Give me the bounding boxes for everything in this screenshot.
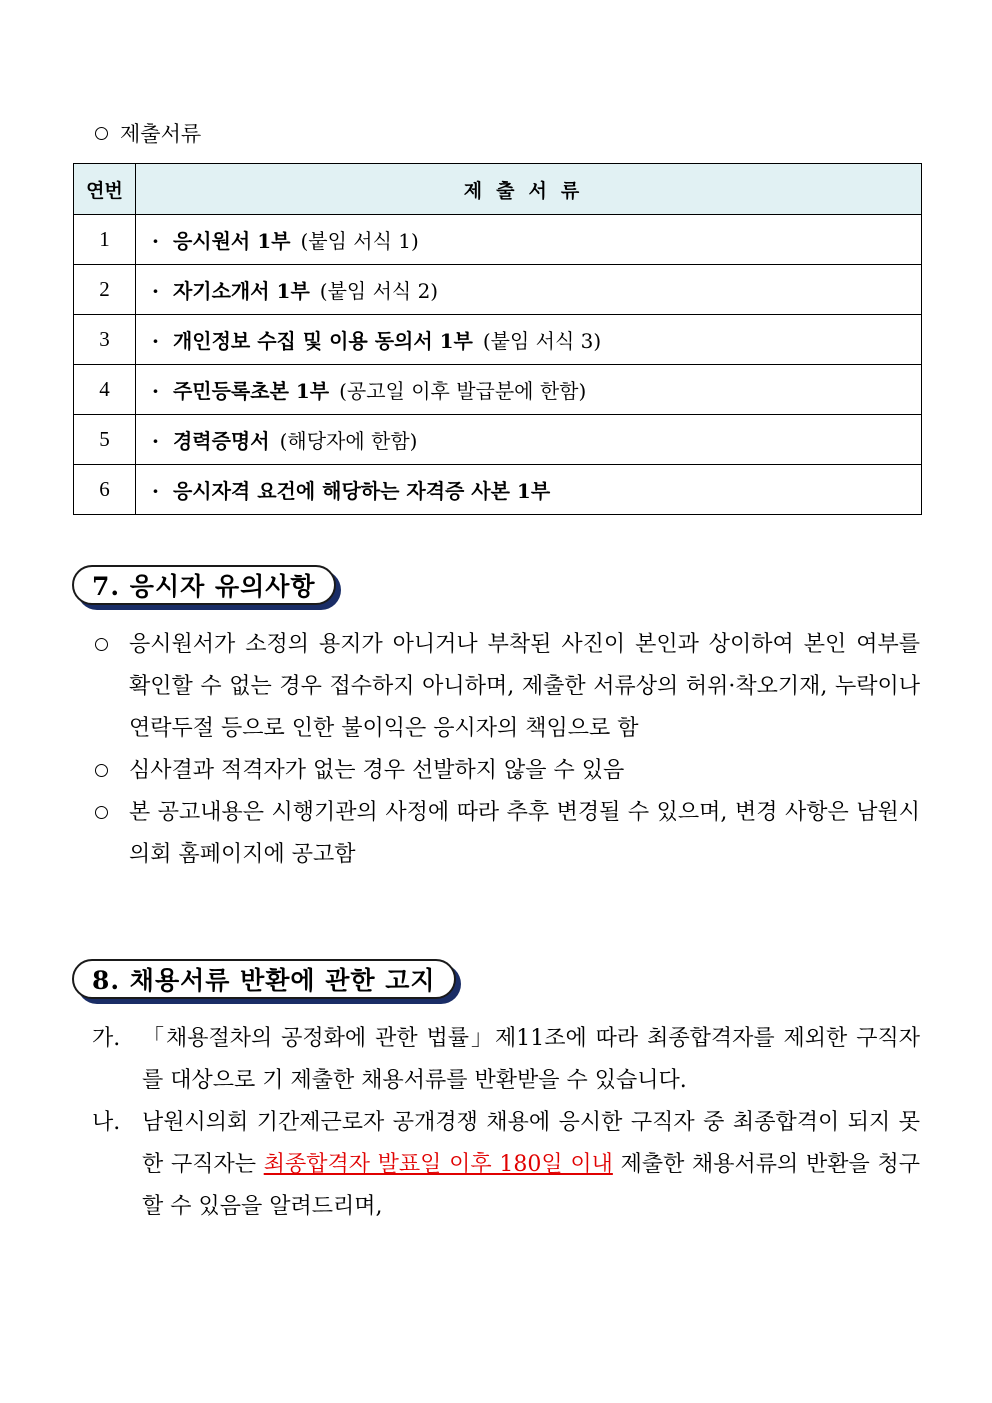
section8-list [92,1018,920,1228]
list-item-text: 응시원서가 소정의 용지가 아니거나 부착된 사진이 본인과 상이하여 본인 여부를 확인할 수 없는 경우 접수하지 아니하며, 제출한 서류상의 허위·착오기재, 누락이나 연락두절 등으로 인한 불이익은 응시자의 책임으로 함 [129,632,920,741]
table-row [74,415,922,465]
row-doc: · 주민등록초본 1부 (공고일 이후 발급분에 한함) [136,365,922,415]
doc-name: 응시원서 1부 [172,229,291,253]
list-item-text: 본 공고내용은 시행기관의 사정에 따라 추후 변경될 수 있으며, 변경 사항은 남원시의회 홈페이지에 공고함 [129,800,920,867]
table-row [74,315,922,365]
header-title: 제출서류 [136,164,922,215]
doc-note: (붙임 서식 1) [300,229,419,253]
list-item-text: 「채용절차의 공정화에 관한 법률」제11조에 따라 최종합격자를 제외한 구직자를 대상으로 기 제출한 채용서류를 반환받을 수 있습니다. [142,1026,920,1093]
row-doc: · 개인정보 수집 및 이용 동의서 1부 (붙임 서식 3) [136,315,922,365]
doc-name: 응시자격 요건에 해당하는 자격증 사본 1부 [172,479,551,503]
list-item-text [142,1102,920,1228]
section7-title: 7. 응시자 유의사항 [72,565,336,605]
doc-name: 경력증명서 [172,429,270,453]
circle-bullet-icon [95,806,108,819]
section7-list [95,624,920,876]
doc-note: (해당자에 한함) [279,429,418,453]
list-item [95,624,920,750]
doc-note: (붙임 서식 3) [482,329,602,353]
circle-bullet-icon [95,127,108,140]
row-doc: · 경력증명서 (해당자에 한함) [136,415,922,465]
row-no: 1 [74,215,136,265]
circle-bullet-icon [95,764,108,777]
list-marker: 나. [92,1110,121,1135]
documents-heading [95,118,201,148]
documents-heading-text: 제출서류 [120,122,202,146]
doc-note: (붙임 서식 2) [319,279,439,303]
doc-note: (공고일 이후 발급분에 한함) [339,379,587,403]
doc-name: 주민등록초본 1부 [172,379,330,403]
table-header-row [74,164,922,215]
row-no: 4 [74,365,136,415]
table-row [74,365,922,415]
row-no: 2 [74,265,136,315]
list-item [92,1018,920,1102]
list-marker: 가. [92,1026,121,1051]
table-row [74,465,922,515]
documents-table [73,163,922,515]
item-b-highlight: 최종합격자 발표일 이후 180일 이내 [263,1152,613,1177]
circle-bullet-icon [95,638,108,651]
doc-name: 자기소개서 1부 [172,279,310,303]
table-row [74,215,922,265]
table-row [74,265,922,315]
row-no: 3 [74,315,136,365]
list-item-text: 심사결과 적격자가 없는 경우 선발하지 않을 수 있음 [129,758,625,783]
row-doc: · 응시자격 요건에 해당하는 자격증 사본 1부 [136,465,922,515]
header-no: 연번 [74,164,136,215]
section7-heading [72,563,336,607]
item-b-pre: 남원시의회 기간제근로자 공개경쟁 채용에 응시한 구직자 중 최종합격이 되지 못한 구직자는 [142,1110,920,1177]
doc-name: 개인정보 수집 및 이용 동의서 1부 [172,329,473,353]
list-item [95,750,920,792]
row-no: 5 [74,415,136,465]
row-doc: · 응시원서 1부 (붙임 서식 1) [136,215,922,265]
item-b-post: 제출한 채용서류의 반환을 청구할 수 있음을 알려드리며, [142,1152,921,1219]
list-item [95,792,920,876]
list-item [92,1102,920,1228]
section8-title: 8. 채용서류 반환에 관한 고지 [72,959,456,999]
row-doc: · 자기소개서 1부 (붙임 서식 2) [136,265,922,315]
section8-heading [72,957,456,1001]
row-no: 6 [74,465,136,515]
